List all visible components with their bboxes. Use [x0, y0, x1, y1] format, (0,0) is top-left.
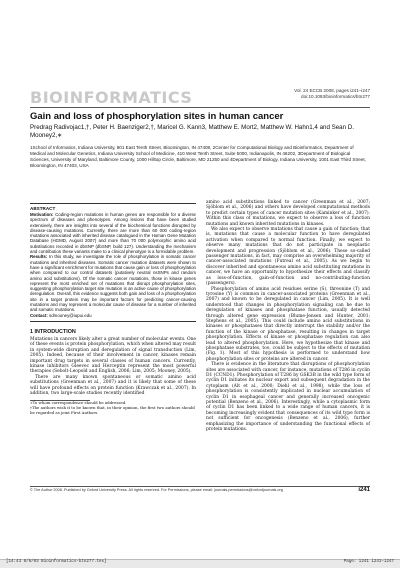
affiliations: 1School of Informatics, Indiana University, 901 East Tenth Street, Bloomington, IN 47408, 2Center for Computational Biology and Bioinformatics, Department of Medical and Molecular Genetics, Indiana University School of Medicine, 410 West Tenth Street, Suite 5000, Indianapolis, IN 46202, 3Department of Biological Sciences, University of Maryland, Baltimore County, 1000 Hilltop Circle, Baltimore, MD 21250 and 4Department of Biology, Indiana University, 1001 East Third Street, Bloomington, IN 47403, USA — [30, 145, 366, 168]
copyright-notice: © The Author 2008. Published by Oxford University Press. All rights reserved. For Permissions, please email: journals.permissions@oxfordjournals.org — [30, 488, 283, 492]
right-paragraph-4: There is evidence in the literature that disruptions of phosphorylation sites are associated with cancer, for instance, mutations of T286 in cyclin D1 (CCND1). Phosphorylation of T286 by GSK3B in the wild type form of cyclin D1 initiates its nuclear export and subsequent degradation in the cytoplasm (Alt et al., 2000; Diehl et al., 1998), while the loss of phosphorylation is consistently implicated in nuclear accumulation of cyclin D1 in esophageal cancer and generally increased oncogenic potential (Benzeno et al., 2006). Interestingly, while a cytoplasmic form of cyclin D1 has been linked to a wide range of human cancers, it is becoming increasingly evident that consequences of its wild type form is not sufficient for oncogenesis (Benzeno et al., 2006), further emphasizing the importance of understanding the functional effects of protein mutations. — [206, 362, 370, 433]
page-range-stamp: Page: i241 i241–i247 — [343, 560, 394, 564]
paper-title: Gain and loss of phosphorylation sites in human cancer — [30, 111, 284, 122]
journal-name: BIOINFORMATICS — [30, 88, 193, 107]
contact-email[interactable]: sdmooney@iupui.edu — [49, 312, 92, 318]
right-paragraph-2: We also expect to observe mutations that cause a gain of function; that is, mutations that cause a molecular function to have deregulated activation when compared to normal function. Finally, we expect to observe many mutations that do not participate in neoplastic development and progression (Sjöblom et al., 2006). These so-called passenger mutations, in fact, may comprise an overwhelming majority of cancer-associated mutations (Futreal et al., 2005). As we begin to discover inherited and spontaneous amino acid substituting mutations in cancer, we have an opportunity to hypothesize their effects and classify as loss-of-function, gain-of-function and no-contributing-function (passengers). — [206, 227, 370, 287]
motivation-label: Motivation: — [30, 212, 54, 217]
right-paragraph-1: amino acid substitutions linked to cancer (Greenman et al., 2007; Sjöblom et al., 2006) and others have developed computational methods to predict certain types of cancer mutation sites (Kaminker et al., 2007). Within this class of mutations, we expect to observe a loss of function mutations and known inherited mutations in kinases. — [206, 200, 370, 227]
intro-paragraph-1: Mutations in cancers likely alter a great number of molecular events. One of these events is protein phosphorylation, which when altered may result in system-wide disruption and deregulation of signal transduction (Lim, 2005). Indeed, because of their involvement in cancer, kinases remain important drug targets in several classes of human cancers. Currently, kinase inhibitors Gleevec and Herceptin represent the most powerful therapies (Sebolt-Leopold and English, 2006; Lim, 2005; Mooney, 2005). — [30, 336, 196, 375]
abstract-motivation — [30, 212, 196, 254]
header-rule — [30, 107, 370, 108]
page-number: i241 — [358, 487, 370, 493]
right-paragraph-3: Phosphorylation of amino acid residues serine (S), threonine (T) and tyrosine (Y) is common in cancer-associated proteins (Greenman et al., 2007) and known to be deregulated in cancer (Lim, 2005). It is well understood that changes in phosphorylation signaling can be due to deregulation of kinases and phosphatase function, usually detected through altered gene expression (Blume-Jensen and Hunter, 2001; Stephens et al., 2005). This could include amino acid substitutions in kinases or phosphatases that directly interrupt the stability and/or the function of the kinase or phosphatase, resulting in changes in target phosphorylation. Effects of kinase or phosphatase regulation can also lead to altered phosphorylation. Here, we hypothesize that kinase and phosphatase substrates, too, could be subject to the effects of mutation (Fig. 1). Most of this hypothesis is performed to understand how phosphorylation sites or proteins are altered in cancer. — [206, 286, 370, 362]
results-label: Results: — [30, 254, 48, 260]
abstract-heading: ABSTRACT — [30, 203, 196, 211]
issue-line: Vol. 24 ECCB 2008, pages i241–i247 — [294, 88, 370, 93]
doi-line: doi:10.1093/bioinformatics/btn277 — [301, 93, 370, 99]
introduction-heading: 1 INTRODUCTION — [30, 328, 76, 335]
left-column — [30, 203, 196, 416]
footnote-joint-authors: †The authors wish it to be known that, in their opinion, the first two authors should be regarded as joint First Authors. — [30, 405, 195, 415]
file-stamp: [14:43 8/8/03 Bioinformatics-btn277.tex] — [6, 560, 107, 564]
motivation-text: Coding-region mutations in human genes are responsible for a diverse spectrum of diseases and phenotypes. Among lesions that have been studied extensively, there are insights into several of the biochemical functions disrupted by disease-causing mutations. Currently, there are more than 60 000 coding-region mutations associated with inherited disease catalogued in the Human Gene Mutation Database (HGMD, August 2007) and more than 70 000 polymorphic amino acid substitutions recorded in dbSNP (dbSNP, build 127). Understanding the mechanism and contribution these variants make to a clinical phenotype is a formidable problem. — [30, 212, 196, 255]
author-list: Predrag Radivojac1,†, Peter H. Baenziger2,†, Maricel G. Kann3, Matthew E. Mort2, Matthew W. Hahn1,4 and Sean D. Mooney2,∗ — [30, 124, 354, 139]
abstract-rule — [30, 321, 196, 322]
contact-label: Contact: — [30, 312, 48, 318]
abstract-results — [30, 254, 196, 312]
footnote-correspondence: ∗To whom correspondence should be addressed. — [30, 400, 127, 406]
right-column — [206, 200, 370, 432]
issue-info — [294, 88, 370, 99]
abstract-contact — [30, 313, 196, 318]
results-text: In this study, we investigate the role of phosphorylation in somatic cancer mutations and inherited diseases. Somatic cancer mutation datasets were shown to have a significant enrichment for mutations that cause gain or loss of phosphorylation when compared to our control datasets (putatively neutral nsSNPs and random amino acid substitutions). Of the somatic cancer mutations, those in kinase genes represent the most enriched set of mutations that disrupt phosphorylation sites, suggesting phosphorylation target site mutation is an active cause of phosphorylation deregulation. Overall, this evidence suggests both gain and loss of a phosphorylation site in a target protein may be important factors for predicting cancer-causing mutations and may represent a molecular cause of disease for a number of inherited and somatic mutations. — [30, 254, 196, 313]
intro-paragraph-2: There are many known spontaneous or somatic amino acid substitutions (Greenman et al., 2007) and it is likely that some of these will have profound effects on protein function (Krawczak et al., 2007). In addition, two large-scale studies recently identified — [30, 374, 196, 396]
footer-rule — [30, 486, 370, 487]
